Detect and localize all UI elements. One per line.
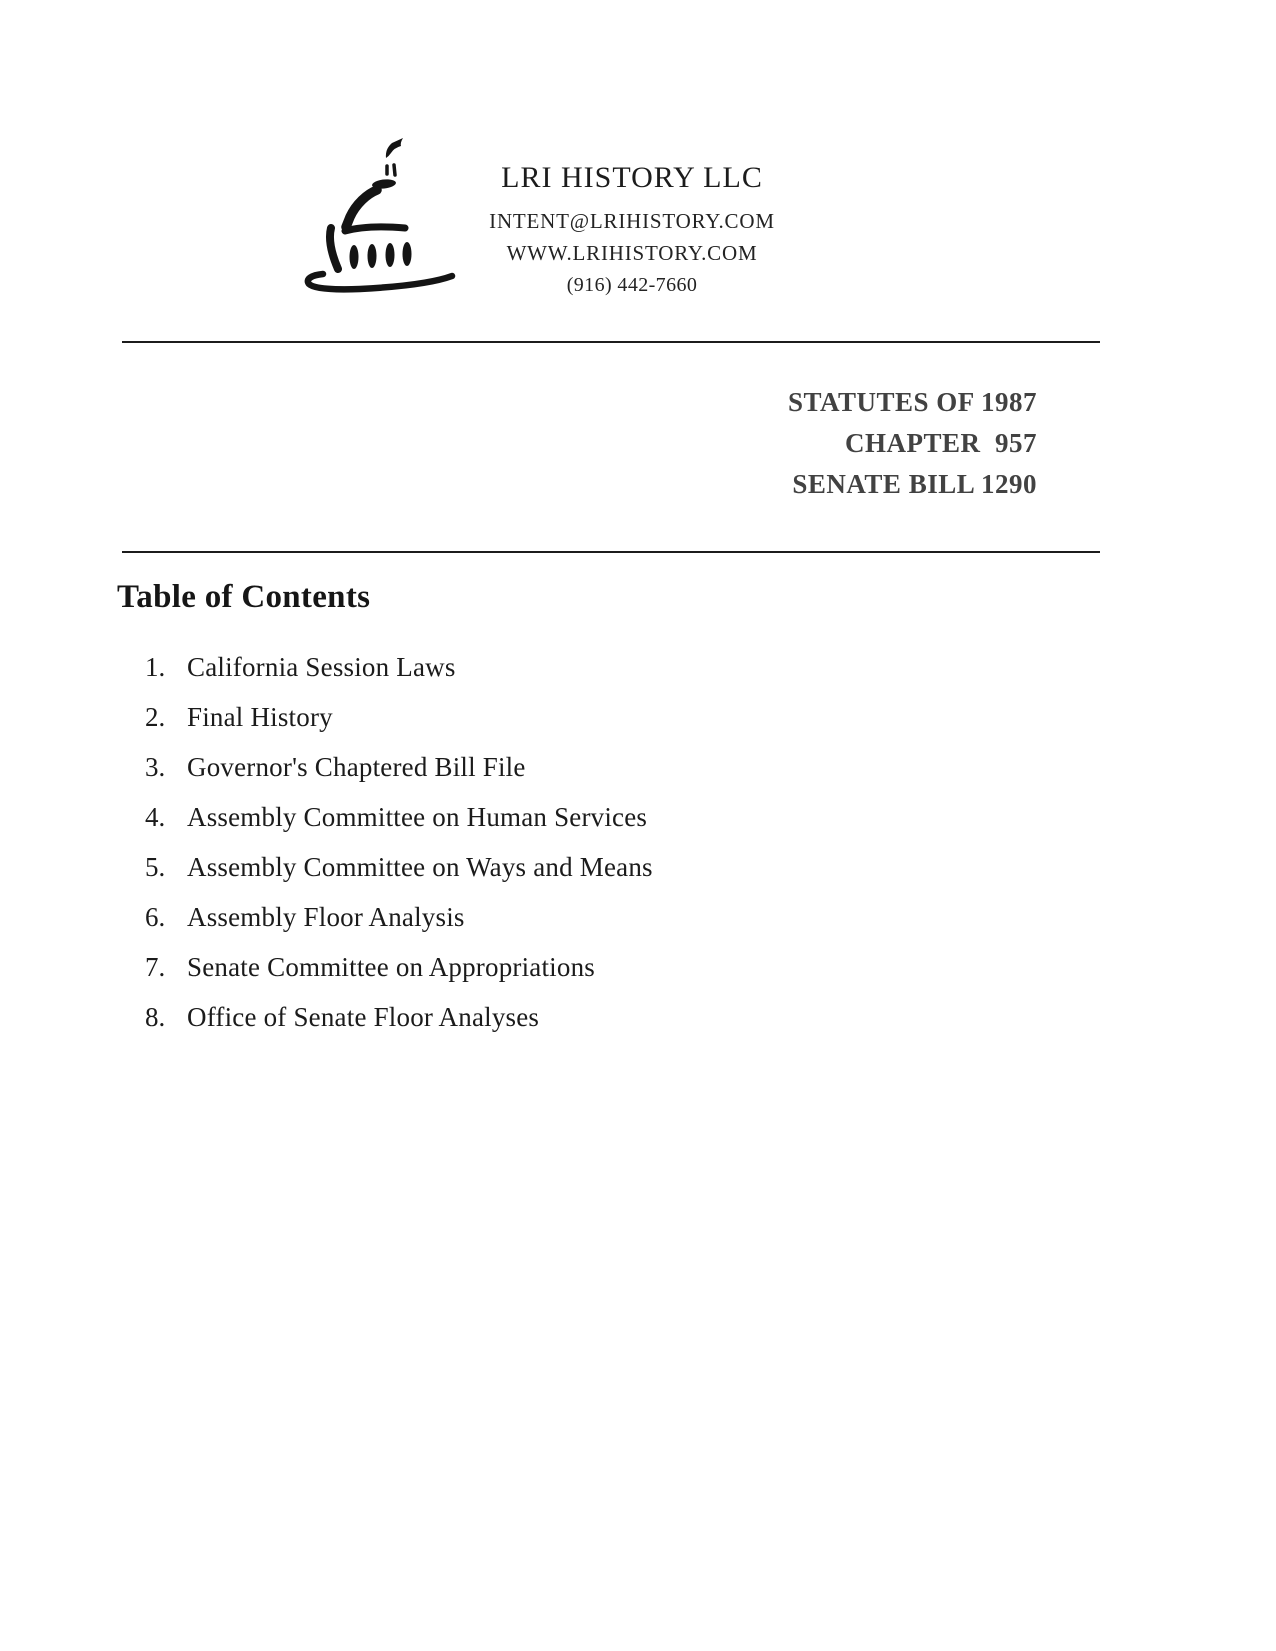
toc-item [145, 652, 653, 702]
company-phone: (916) 442-7660 [566, 274, 698, 296]
statute-title-block [788, 382, 1037, 505]
toc-heading: Table of Contents [117, 579, 371, 615]
toc-item [145, 952, 653, 1002]
toc-item-number: 6. [145, 902, 166, 932]
toc-item-label: Assembly Committee on Human Services [187, 802, 648, 832]
toc-item-label: Senate Committee on Appropriations [187, 952, 595, 982]
toc-item-label: Governor's Chaptered Bill File [187, 752, 526, 782]
toc-item [145, 702, 653, 752]
toc-item [145, 752, 653, 802]
toc-item-label: Final History [187, 702, 333, 732]
toc-item [145, 802, 653, 852]
capitol-dome-logo [288, 127, 468, 297]
toc-item-number: 8. [145, 1002, 166, 1032]
toc-item-number: 4. [145, 802, 166, 832]
company-website: WWW.LRIHISTORY.COM [506, 241, 758, 265]
toc-item [145, 852, 653, 902]
toc-item-label: Assembly Committee on Ways and Means [187, 852, 653, 882]
statutes-line: STATUTES OF 1987 [787, 387, 1037, 417]
toc-item-number: 3. [145, 752, 166, 782]
toc-item [145, 902, 653, 952]
toc-item-label: California Session Laws [187, 652, 456, 682]
company-header [442, 160, 822, 301]
horizontal-rule-top [122, 341, 1100, 343]
toc-item-number: 1. [145, 652, 166, 682]
horizontal-rule-bottom [122, 551, 1100, 553]
chapter-line: CHAPTER 957 [844, 428, 1037, 458]
toc-list [145, 652, 653, 1052]
company-email: INTENT@LRIHISTORY.COM [489, 209, 775, 233]
toc-item-label: Office of Senate Floor Analyses [187, 1002, 540, 1032]
toc-item [145, 1002, 653, 1052]
toc-item-number: 7. [145, 952, 166, 982]
toc-item-number: 5. [145, 852, 166, 882]
toc-item-number: 2. [145, 702, 166, 732]
company-name: LRI HISTORY LLC [501, 161, 763, 194]
senate-bill-line: SENATE BILL 1290 [792, 469, 1037, 499]
toc-item-label: Assembly Floor Analysis [187, 902, 465, 932]
